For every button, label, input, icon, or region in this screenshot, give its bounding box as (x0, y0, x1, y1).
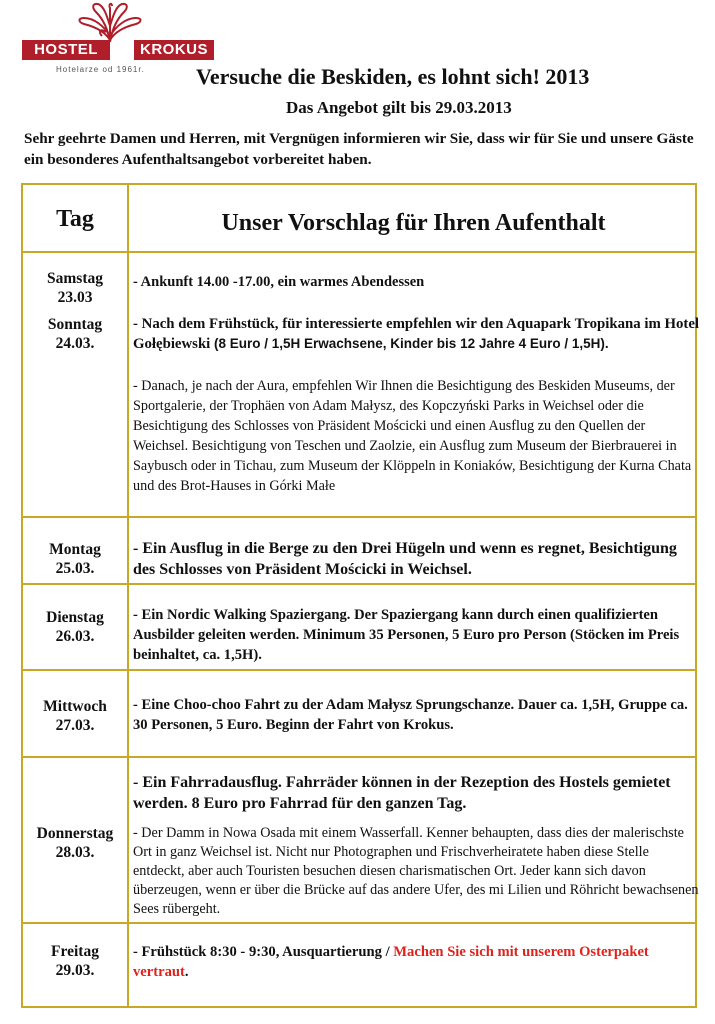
plan-cell (129, 671, 695, 756)
plan-cell (129, 253, 699, 516)
column-header-plan: Unser Vorschlag für Ihren Aufenthalt (221, 210, 606, 236)
crocus-flower-icon (74, 0, 146, 44)
plan-bike-trip: - Ein Fahrradausflug. Fahrräder können in der Rezeption des Hostels gemietet werden. 8 Euro pro Fahrrad für den ganzen Tag. (133, 774, 671, 812)
day-monday: Montag 25.03. (23, 518, 129, 583)
day-saturday: Samstag 23.03 (47, 270, 103, 306)
logo-brand-left: HOSTEL (22, 40, 110, 60)
plan-cell (129, 758, 699, 922)
table-header-row (23, 185, 695, 253)
easter-package-link[interactable]: Machen Sie sich mit unserem Osterpaket vertraut (133, 944, 649, 980)
plan-mountain-trip: - Ein Ausflug in die Berge zu den Drei Hügeln und wenn es regnet, Besichtigung des Schlosses von Präsident Mościcki in Weichsel. (133, 540, 677, 578)
day-friday: Freitag 29.03. (23, 924, 129, 1006)
plan-cell (129, 924, 695, 1006)
table-row (23, 253, 699, 518)
plan-aquapark: - Nach dem Frühstück, für interessierte empfehlen wir den Aquapark Tropikana im Hotel Gołębiewski (8 Euro / 1,5H Erwachsene, Kinder bis 12 Jahre 4 Euro / 1,5H). (133, 316, 699, 352)
plan-nordic-walking: - Ein Nordic Walking Spaziergang. Der Spaziergang kann durch einen qualifizierten Ausbilder geleiten werden. Minimum 35 Personen, 5 Euro pro Person (Stöcken im Preis beinhaltet, ca. 1,5H). (133, 607, 680, 663)
day-cell (23, 253, 129, 516)
page-title: Versuche die Beskiden, es lohnt sich! 2013 (196, 64, 590, 89)
table-row (23, 585, 695, 671)
day-sunday: Sonntag 24.03. (47, 316, 103, 352)
plan-sightseeing: - Danach, je nach der Aura, empfehlen Wir Ihnen die Besichtigung des Beskiden Museums, der Sportgalerie, der Trophäen von Adam Małysz, des Kopczyński Parks in Weichsel oder die Besichtigung des Schlosses von Präsident Mościcki und einen Ausflug zu den Quellen der Weichsel. Besichtigung von Teschen und Zaolzie, ein Ausflug zum Museum der Bierbrauerei in Saybusch oder in Tichau, zum Museum der Klöppeln in Koniaków, Besichtigung der Kurna Chata und des Brot-Hauses in Górki Małe (133, 378, 692, 494)
schedule-table (21, 183, 697, 1008)
day-thursday: Donnerstag 28.03. (23, 758, 129, 922)
plan-choo-choo: - Eine Choo-choo Fahrt zu der Adam Małysz Sprungschanze. Dauer ca. 1,5H, Gruppe ca. 30 Personen, 5 Euro. Beginn der Fahrt von Krokus. (133, 697, 688, 733)
table-row (23, 671, 695, 758)
plan-dam-waterfall: - Der Damm in Nowa Osada mit einem Wasserfall. Kenner behaupten, dass dies der malerischste Ort in ganz Weichsel ist. Nicht nur Photographen und Frischverheiratete haben diese Stelle entdeckt, aber auch Touristen besuchen diesen charismatischen Ort. Jeder kann sich davon überzeugen, wenn er über die Brücke auf das andere Ufer, des mi Lilien und Röhricht bewachsenen Sees rübergeht. (133, 825, 699, 917)
day-wednesday: Mittwoch 27.03. (23, 671, 129, 756)
logo-brand-bar (22, 40, 214, 60)
day-tuesday: Dienstag 26.03. (23, 585, 129, 669)
table-row (23, 518, 695, 585)
plan-cell (129, 518, 695, 583)
table-row (23, 924, 695, 1006)
hostel-logo (22, 0, 209, 82)
logo-brand-right: KROKUS (134, 40, 214, 60)
plan-arrival: - Ankunft 14.00 -17.00, ein warmes Abendessen (133, 274, 425, 290)
plan-cell (129, 585, 695, 669)
plan-departure: - Frühstück 8:30 - 9:30, Ausquartierung / Machen Sie sich mit unserem Osterpaket vertraut. (133, 944, 649, 980)
table-row (23, 758, 699, 924)
column-header-day: Tag (23, 185, 129, 251)
page-subtitle: Das Angebot gilt bis 29.03.2013 (286, 98, 512, 117)
intro-text: Sehr geehrte Damen und Herren, mit Vergnügen informieren wir Sie, dass wir für Sie und unsere Gäste ein besonderes Aufenthaltsangebot vorbereitet haben. (24, 130, 694, 168)
logo-tagline: Hotelarze od 1961r. (56, 65, 145, 74)
